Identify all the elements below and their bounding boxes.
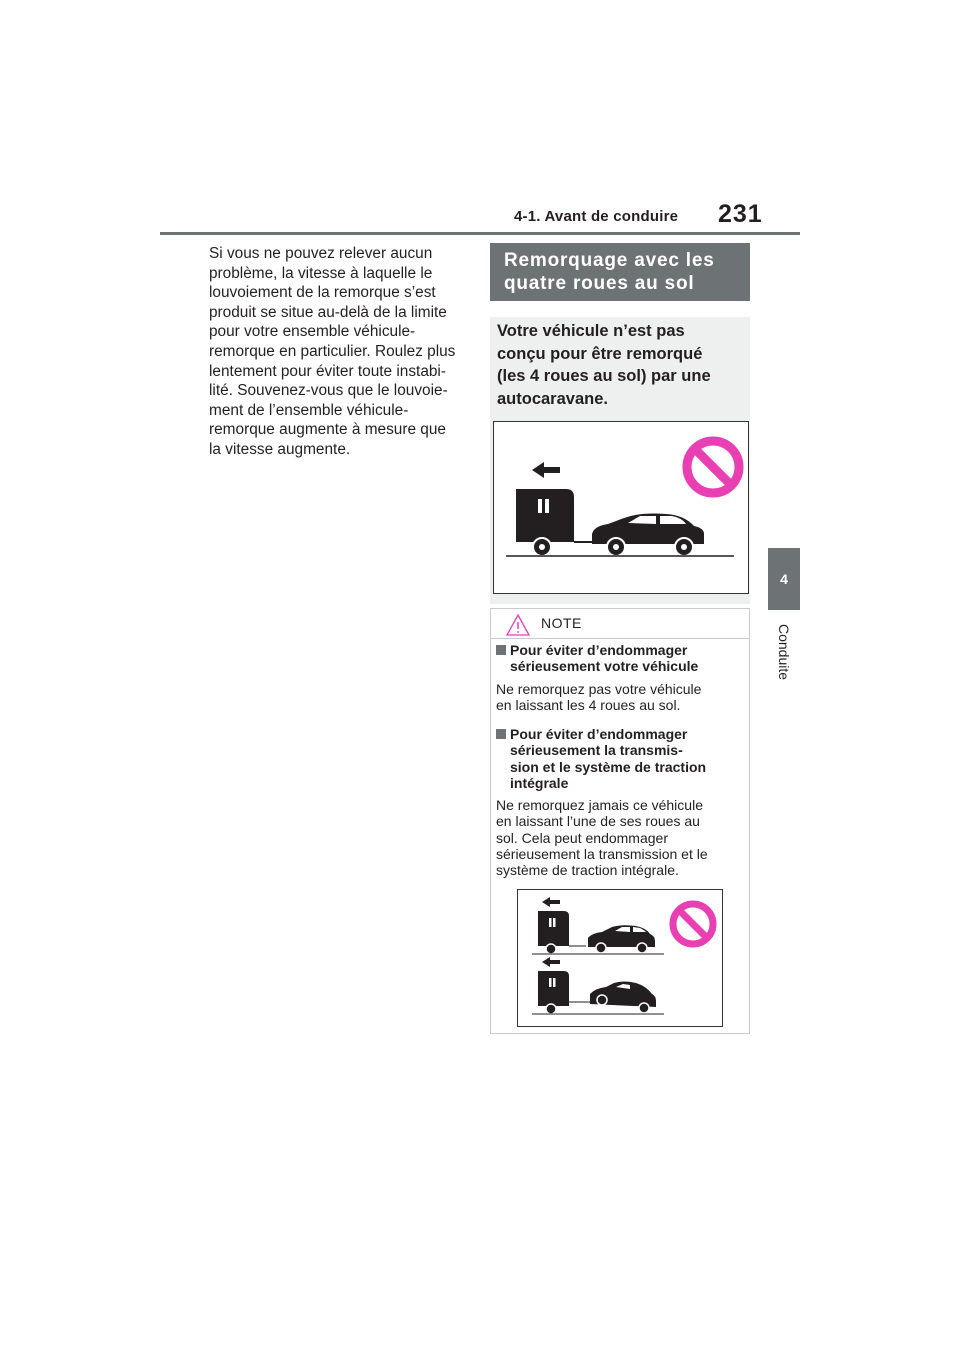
page-number: 231 bbox=[718, 200, 763, 228]
towing-row-bottom bbox=[532, 957, 664, 1014]
note-heading-line: sérieusement la transmis- bbox=[510, 742, 683, 759]
chapter-tab: 4 bbox=[768, 548, 800, 610]
body-line: la vitesse augmente. bbox=[209, 440, 351, 458]
info-line: conçu pour être remorqué bbox=[497, 344, 703, 363]
body-line: pour votre ensemble véhicule- bbox=[209, 323, 416, 341]
info-line: Votre véhicule n’est pas bbox=[497, 322, 685, 340]
section-heading bbox=[490, 243, 750, 301]
note-text-line: sol. Cela peut endommager bbox=[496, 829, 668, 846]
prohibition-icon bbox=[687, 441, 739, 493]
note-heading-line: sion et le système de traction bbox=[510, 758, 707, 775]
info-line: (les 4 roues au sol) par une bbox=[497, 367, 711, 385]
note-text-line: système de traction intégrale. bbox=[496, 862, 679, 879]
info-text bbox=[497, 318, 743, 410]
bullet-square-icon bbox=[496, 645, 506, 655]
note-heading-line: Pour éviter d’endommager bbox=[510, 726, 688, 742]
body-line: lité. Souvenez-vous que le louvoie- bbox=[209, 382, 448, 400]
note-text-2 bbox=[496, 797, 708, 878]
towing-row-top bbox=[532, 897, 664, 954]
body-line: louvoiement de la remorque s’est bbox=[209, 284, 436, 302]
note-text-line: en laissant l’une de ses roues au bbox=[496, 813, 700, 830]
prohibition-icon bbox=[673, 904, 713, 944]
header-rule bbox=[160, 232, 800, 235]
chapter-label: Conduite bbox=[776, 623, 792, 681]
note-title: NOTE bbox=[541, 615, 582, 631]
note-heading-line: Pour éviter d’endommager bbox=[510, 642, 688, 658]
note-text-line: en laissant les 4 roues au sol. bbox=[496, 697, 681, 714]
car-icon bbox=[592, 514, 704, 557]
towing-illustration bbox=[493, 421, 749, 594]
warning-triangle-icon bbox=[505, 613, 531, 642]
body-line: problème, la vitesse à laquelle le bbox=[209, 264, 433, 282]
heading-line: quatre roues au sol bbox=[504, 273, 695, 294]
body-line: Si vous ne pouvez relever aucun bbox=[209, 245, 433, 262]
body-paragraph bbox=[209, 244, 471, 460]
bullet-square-icon bbox=[496, 729, 506, 739]
note-text-1 bbox=[496, 681, 701, 714]
body-line: ment de l’ensemble véhicule- bbox=[209, 401, 409, 419]
body-line: lentement pour éviter toute instabi- bbox=[209, 362, 446, 380]
arrow-left-icon bbox=[532, 462, 560, 478]
body-line: remorque augmente à mesure que bbox=[209, 421, 446, 439]
info-line: autocaravane. bbox=[497, 389, 608, 408]
arrow-left-icon bbox=[542, 957, 560, 967]
section-title: 4-1. Avant de conduire bbox=[514, 208, 679, 225]
body-line: remorque en particulier. Roulez plus bbox=[209, 342, 456, 360]
body-line: produit se situe au-delà de la limite bbox=[209, 303, 447, 321]
motorhome-icon bbox=[516, 489, 594, 556]
partial-towing-illustration bbox=[517, 889, 723, 1027]
note-text-line: Ne remorquez jamais ce véhicule bbox=[496, 797, 703, 813]
note-heading-line: sérieusement votre véhicule bbox=[510, 658, 699, 675]
note-text-line: Ne remorquez pas votre véhicule bbox=[496, 681, 702, 697]
heading-line: Remorquage avec les bbox=[504, 250, 715, 271]
note-text-line: sérieusement la transmission et le bbox=[496, 845, 708, 862]
note-heading-line: intégrale bbox=[510, 774, 569, 791]
arrow-left-icon bbox=[542, 897, 560, 907]
